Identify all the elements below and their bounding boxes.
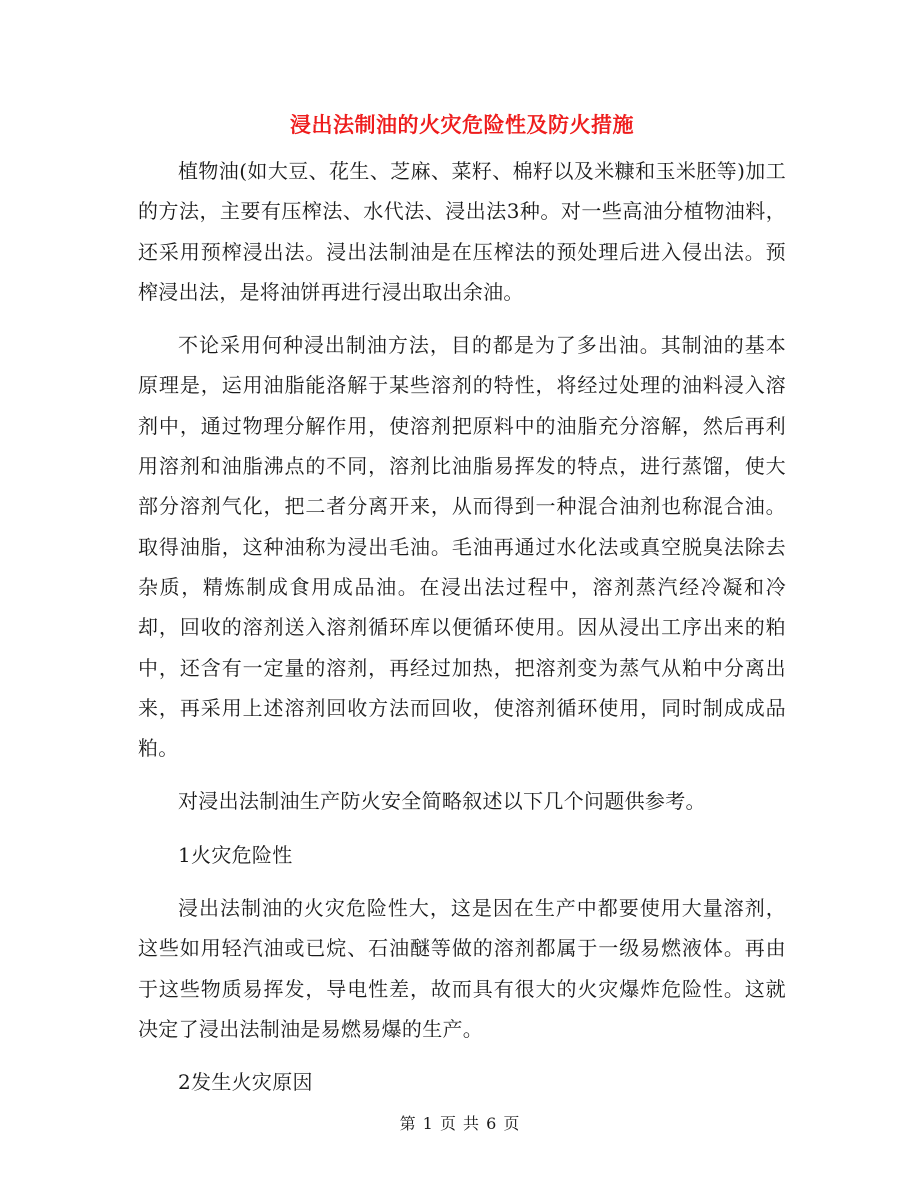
page-number-footer: 第 1 页 共 6 页 (399, 1114, 521, 1133)
section-heading-fire-causes: 2发生火灾原因 (178, 1070, 313, 1095)
paragraph-intro: 植物油(如大豆、花生、芝麻、菜籽、棉籽以及米糠和玉米胚等)加工的方法，主要有压榨法、水代法、浸出法3种。对一些高油分植物油料，还采用预榨浸出法。浸出法制油是在压榨法的预处理后进入侵出法。预榨浸出法，是将油饼再进行浸出取出余油。 (138, 159, 786, 304)
document-body (138, 103, 786, 1103)
section-heading-fire-hazard: 1火灾危险性 (178, 842, 293, 867)
document-title: 浸出法制油的火灾危险性及防火措施 (290, 112, 634, 137)
paragraph-reference: 对浸出法制油生产防火安全简略叙述以下几个问题供参考。 (178, 789, 706, 814)
paragraph-fire-hazard: 浸出法制油的火灾危险性大，这是因在生产中都要使用大量溶剂，这些如用轻汽油或已烷、石油醚等做的溶剂都属于一级易燃液体。再由于这些物质易挥发，导电性差，故而具有很大的火灾爆炸危险性。这就决定了浸出法制油是易燃易爆的生产。 (138, 896, 786, 1041)
paragraph-principle: 不论采用何种浸出制油方法，目的都是为了多出油。其制油的基本原理是，运用油脂能洛解于某些溶剂的特性，将经过处理的油料浸入溶剂中，通过物理分解作用，使溶剂把原料中的油脂充分溶解，然后再利用溶剂和油脂沸点的不同，溶剂比油脂易挥发的特点，进行蒸馏，使大部分溶剂气化，把二者分离开来，从而得到一种混合油剂也称混合油。取得油脂，这种油称为浸出毛油。毛油再通过水化法或真空脱臭法除去杂质，精炼制成食用成品油。在浸出法过程中，溶剂蒸汽经冷凝和冷却，回收的溶剂送入溶剂循环库以便循环使用。因从浸出工序出来的粕中，还含有一定量的溶剂，再经过加热，把溶剂变为蒸气从粕中分离出来，再采用上述溶剂回收方法而回收，使溶剂循环使用，同时制成成品粕。 (138, 333, 786, 761)
